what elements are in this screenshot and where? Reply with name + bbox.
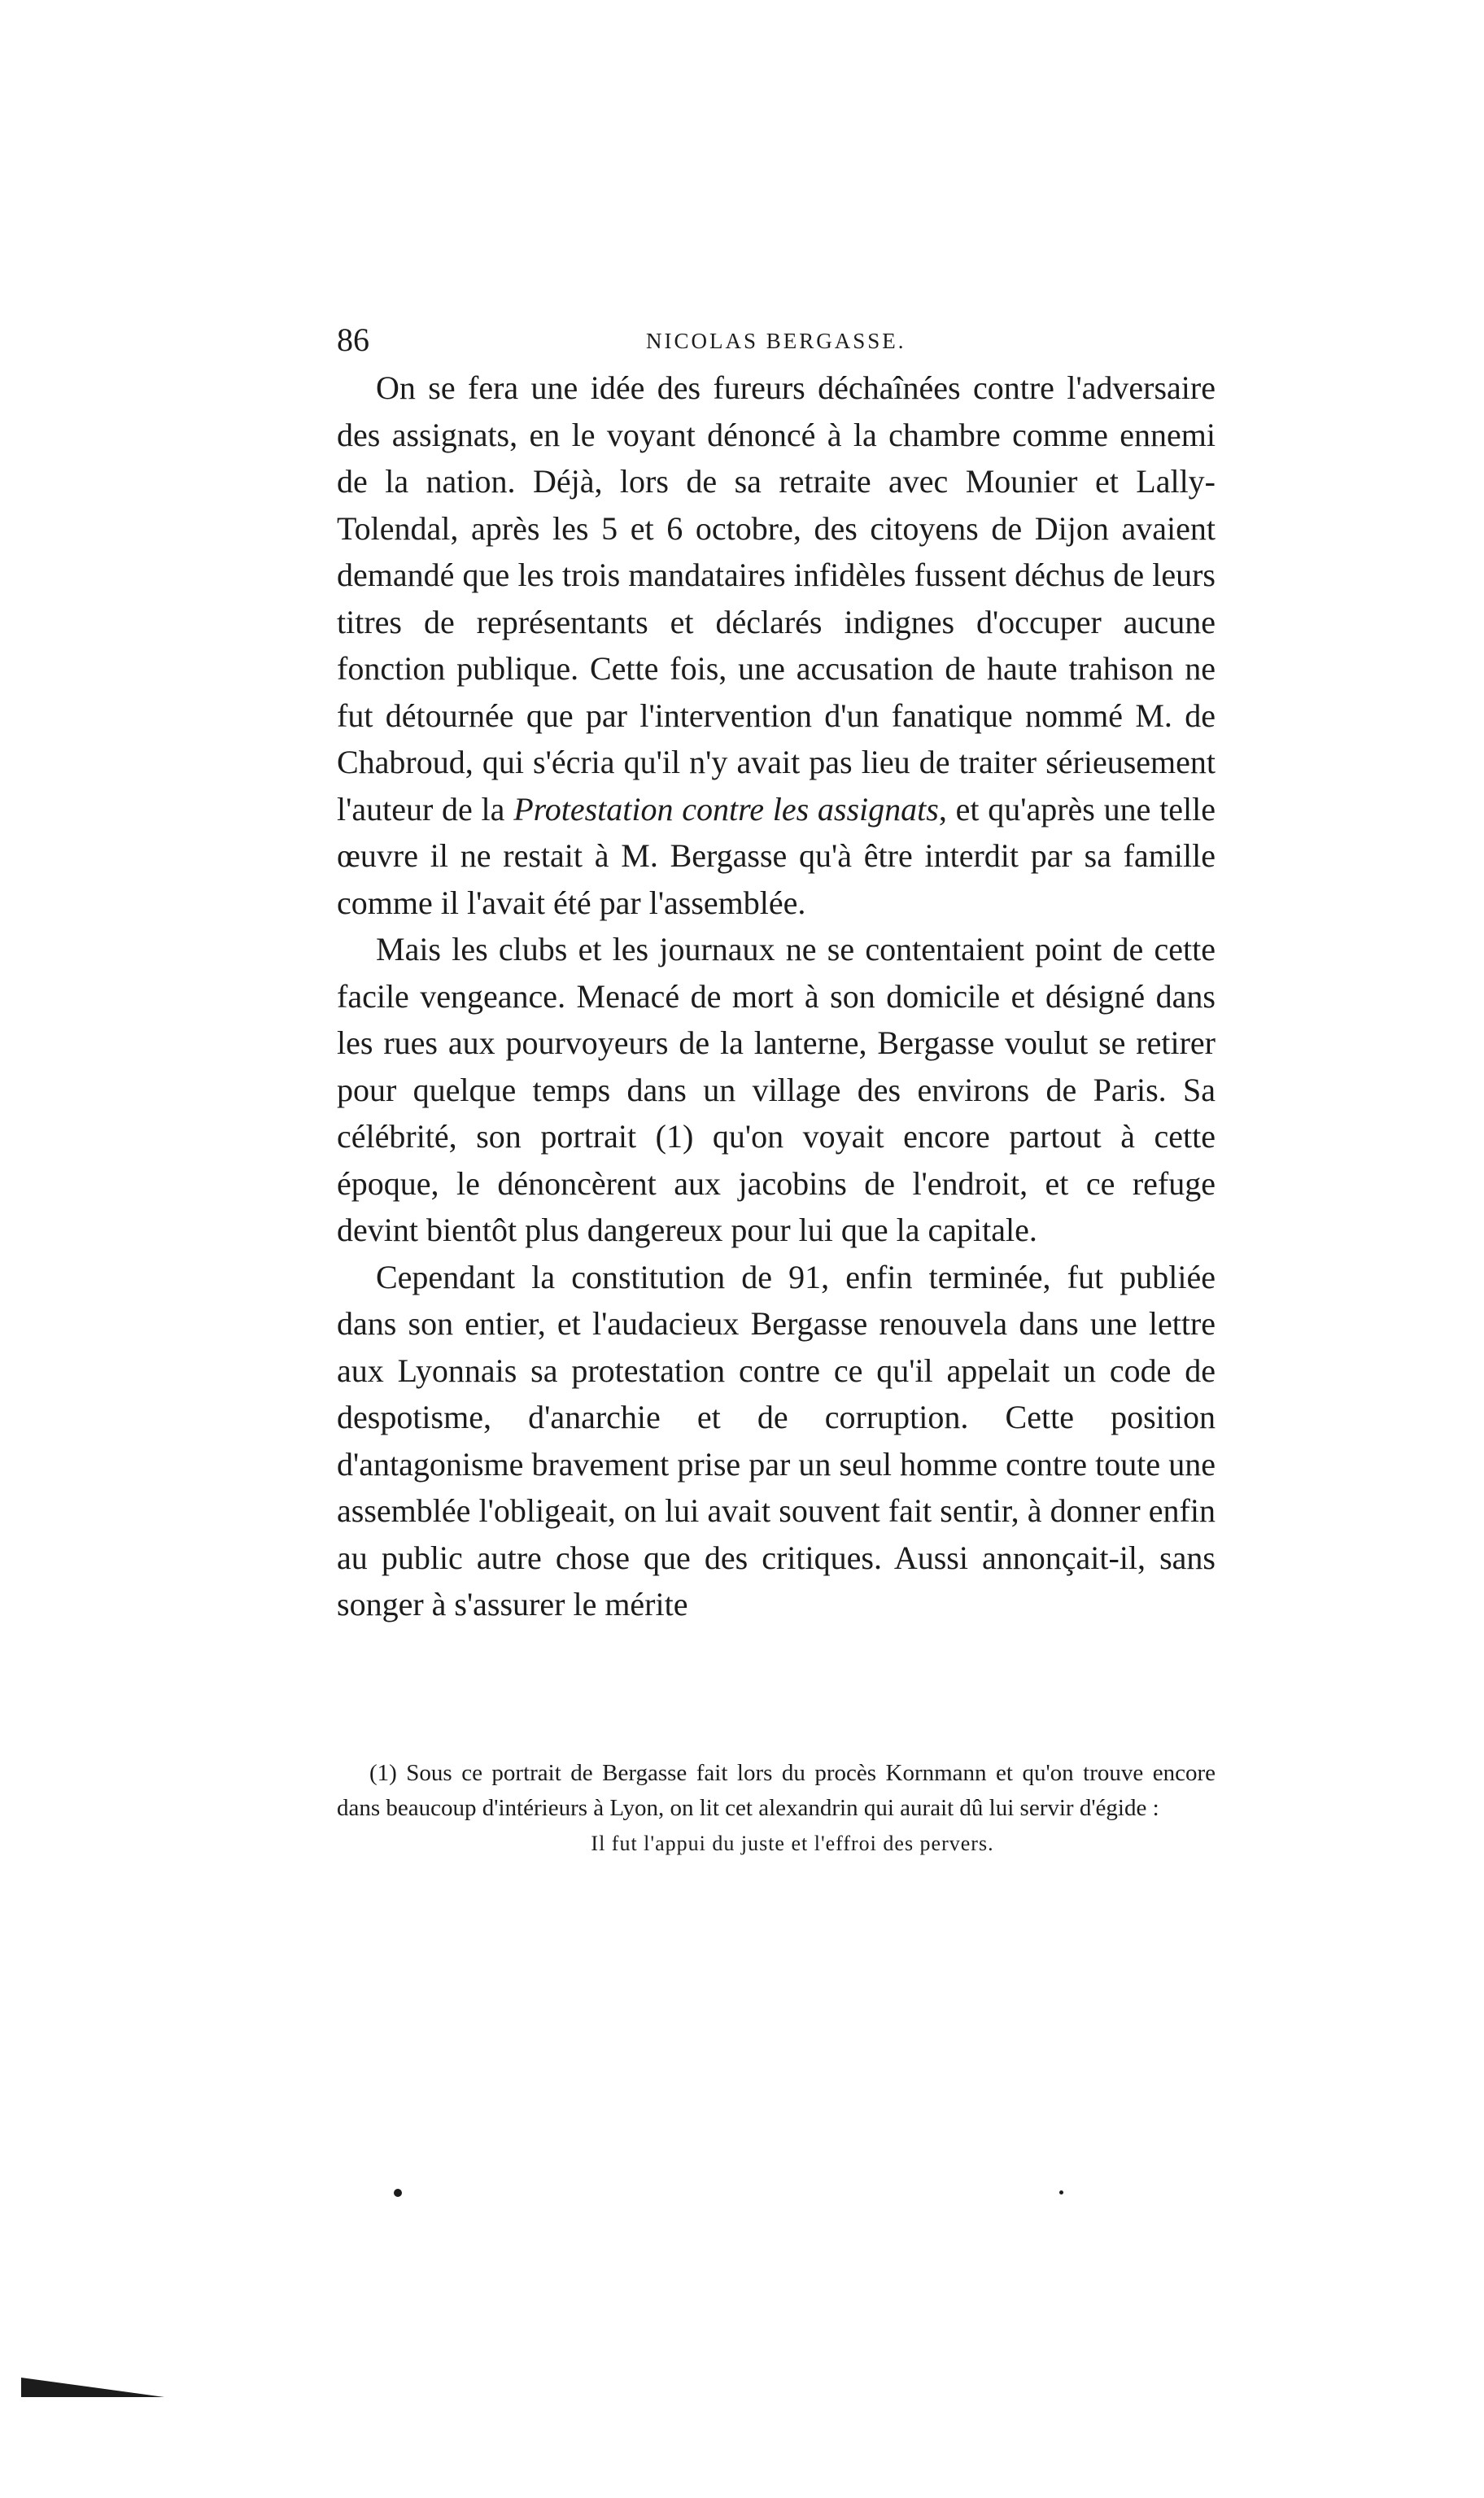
- paragraph-3: Cependant la constitution de 91, enfin terminée, fut publiée dans son entier, et l'audacieux Bergasse renouvela dans une lettre aux Lyonnais sa protestation contre ce qu'il appelait un code de despotisme, d'anarchie et de corruption. Cette position d'antagonisme bravement prise par un seul homme contre toute une assemblée l'obligeait, on lui avait souvent fait sentir, à donner enfin au public autre chose que des critiques. Aussi annonçait-il, sans songer à s'assurer le mérite: [337, 1258, 1216, 1622]
- paragraph-1-part-a: On se fera une idée des fureurs déchaînées contre l'adversaire des assignats, en le voyant dénoncé à la chambre comme ennemi de la nation. Déjà, lors de sa retraite avec Mounier et Lally-Tolendal, après les 5 et 6 octobre, des citoyens de Dijon avaient demandé que les trois mandataires infidèles fussent déchus de leurs titres de représentants et déclarés indignes d'occuper aucune fonction publique. Cette fois, une accusation de haute trahison ne fut détournée que par l'intervention d'un fanatique nommé M. de Chabroud, qui s'écria qu'il n'y avait pas lieu de traiter sérieusement l'auteur de la: [337, 369, 1216, 828]
- footnote: [337, 1756, 1216, 1861]
- ink-speck-small: [1059, 2190, 1063, 2194]
- ink-speck: [394, 2189, 402, 2197]
- page-number: 86: [337, 321, 369, 358]
- footnote-verse: Il fut l'appui du juste et l'effroi des pervers.: [591, 1832, 994, 1855]
- paragraph-2: Mais les clubs et les journaux ne se contentaient point de cette facile vengeance. Menacé de mort à son domicile et désigné dans les rues aux pourvoyeurs de la lanterne, Bergasse voulut se retirer pour quelque temps dans un village des environs de Paris. Sa célébrité, son portrait (1) qu'on voyait encore partout à cette époque, le dénoncèrent aux jacobins de l'endroit, et ce refuge devint bientôt plus dangereux pour lui que la capitale.: [337, 931, 1216, 1248]
- paragraph-1: [337, 365, 1216, 926]
- running-head: [337, 317, 1216, 363]
- work-title: Protestation contre les assignats: [513, 790, 939, 828]
- running-title: NICOLAS BERGASSE.: [646, 329, 906, 353]
- body-text: [337, 365, 1216, 1628]
- paragraph-1-part-b: , et qu'après une telle œuvre il ne restait à M. Bergasse qu'à être interdit par sa famille comme il l'avait été par l'assemblée.: [337, 790, 1216, 921]
- footnote-text: (1) Sous ce portrait de Bergasse fait lors du procès Kornmann et qu'on trouve encore dans beaucoup d'intérieurs à Lyon, on lit cet alexandrin qui aurait dû lui servir d'égide :: [337, 1760, 1216, 1821]
- scan-edge-arrow-mark: [21, 2376, 164, 2399]
